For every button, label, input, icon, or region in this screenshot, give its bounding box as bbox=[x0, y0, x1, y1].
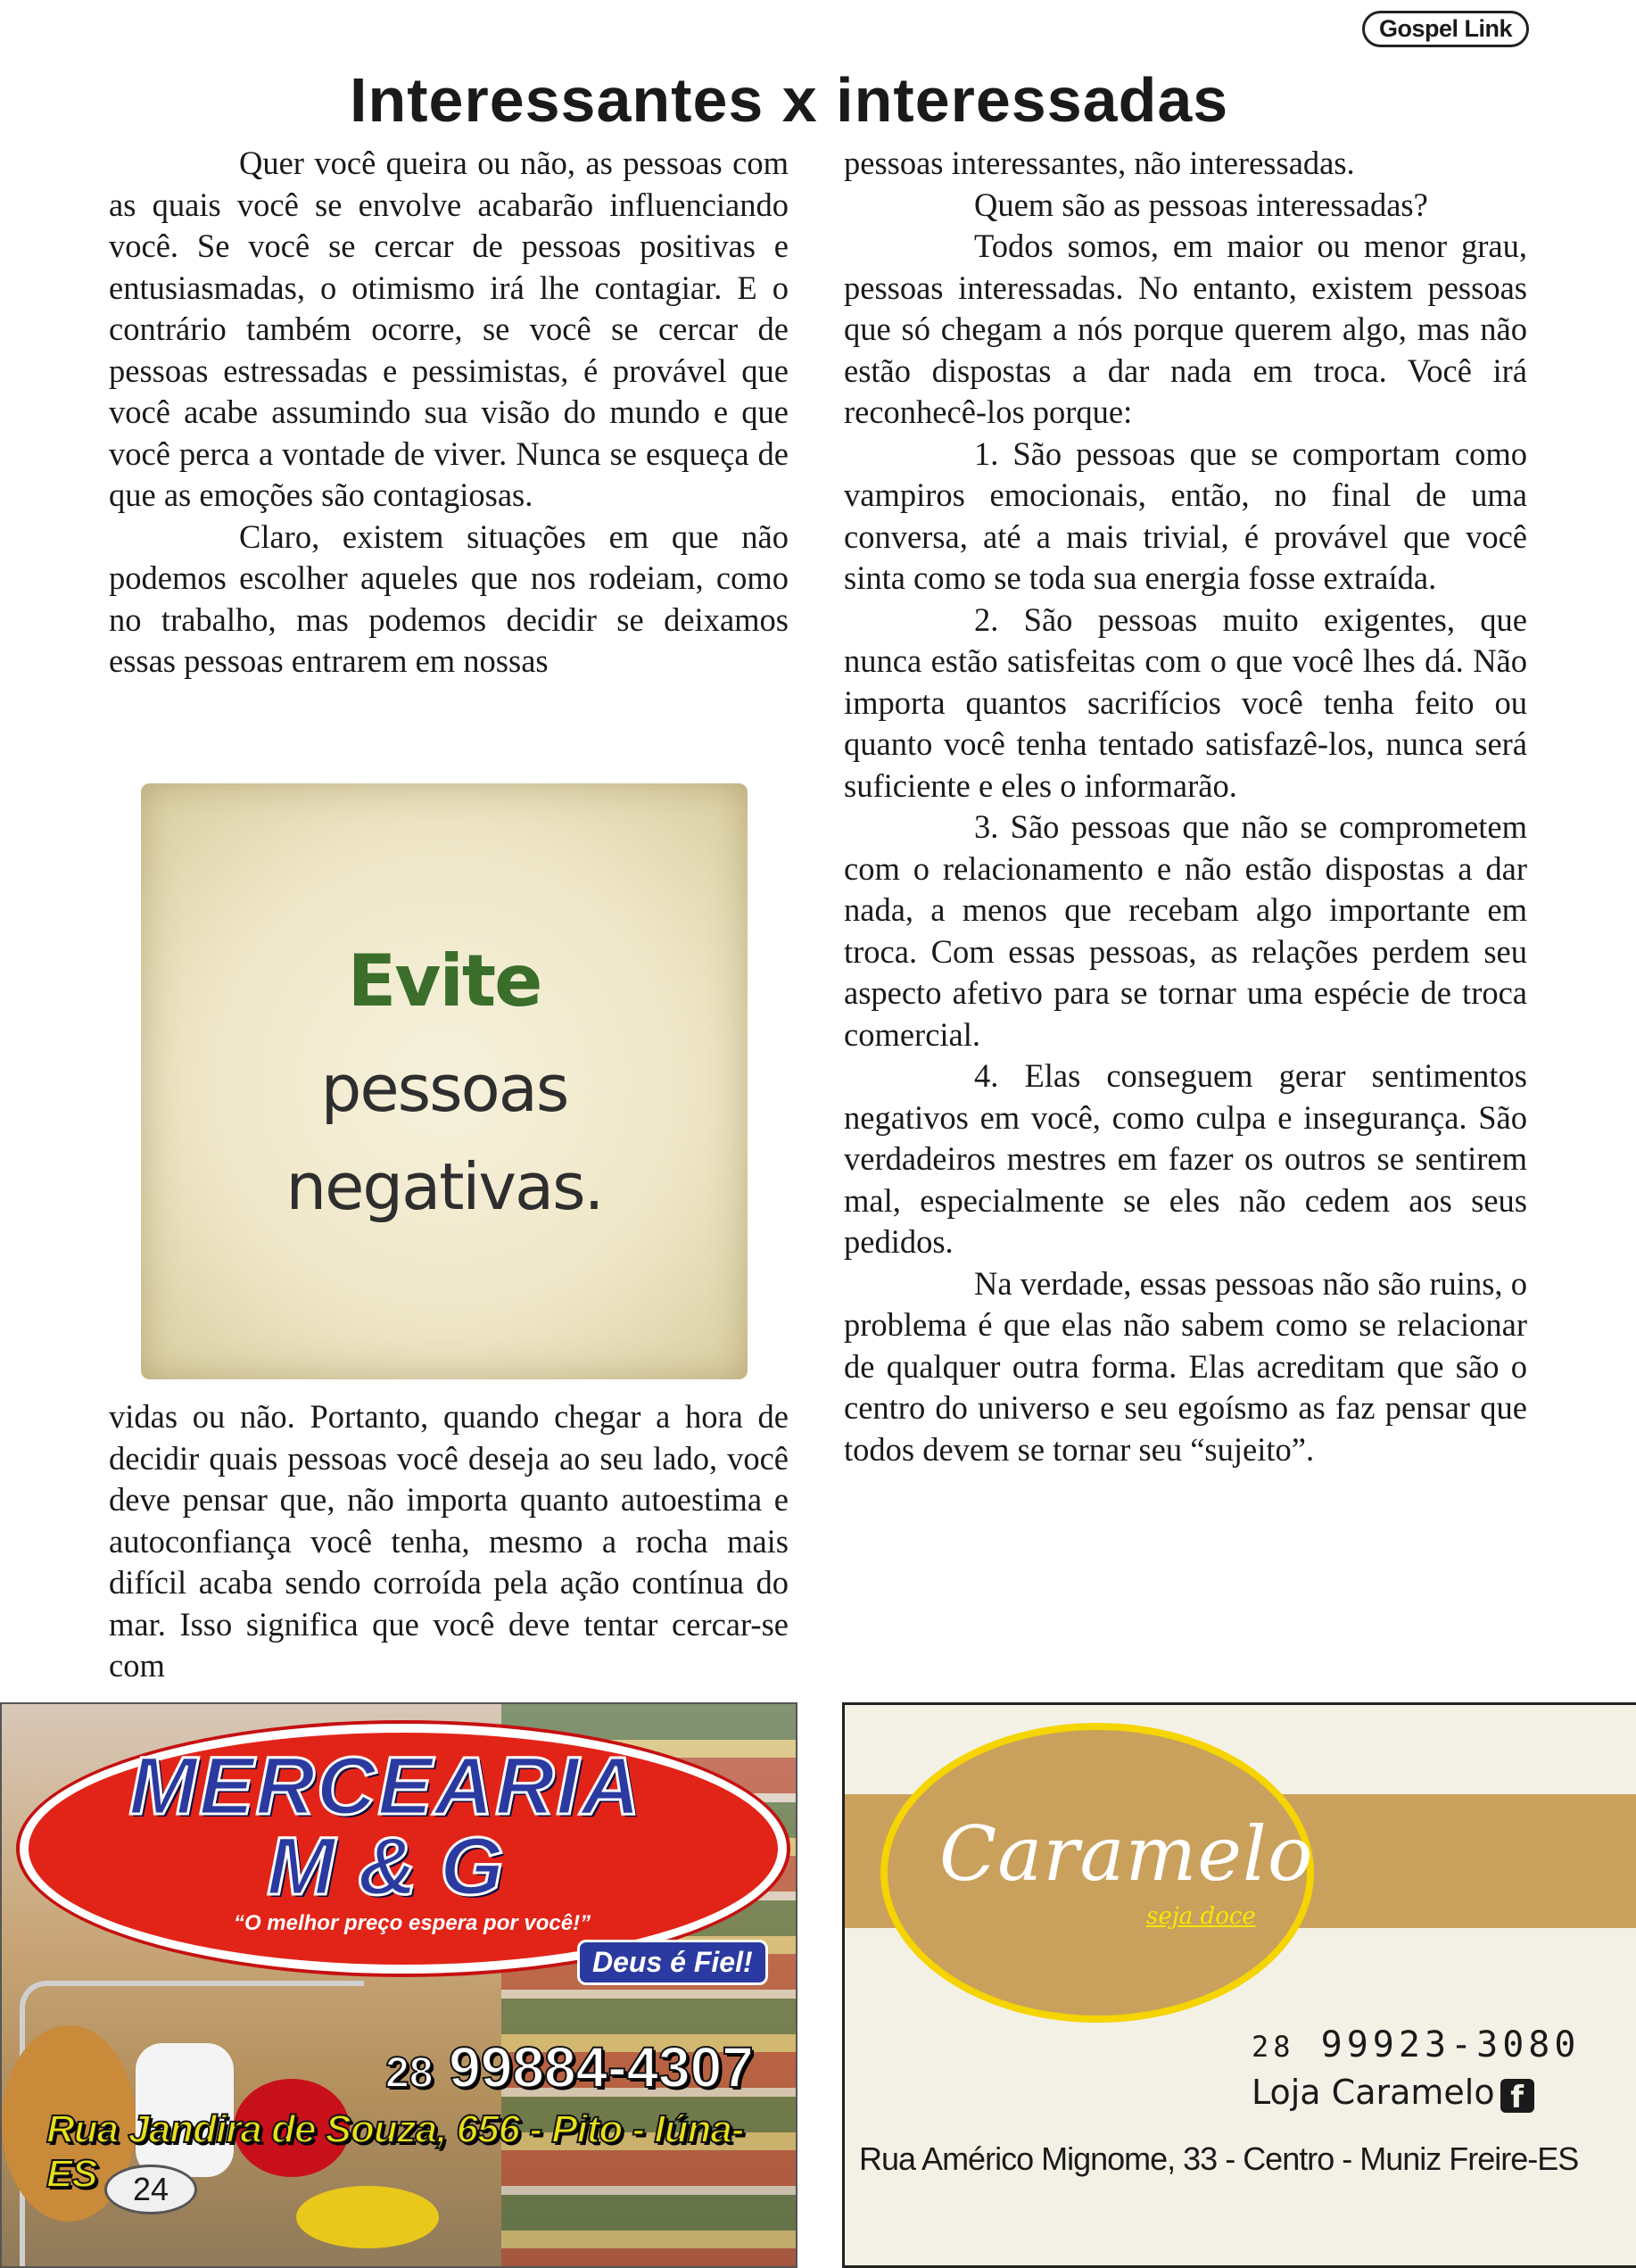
store-address: Rua Américo Mignome, 33 - Centro - Muniz Freire-ES bbox=[859, 2140, 1579, 2177]
paragraph: 3. São pessoas que não se comprometem com o relacionamento e não estão dispostas a dar nada, a menos que recebam algo importante em troca. Com essas pessoas, as relações perdem seu aspecto afetivo para se tornar uma espécie de troca comercial. bbox=[844, 808, 1527, 1053]
article-title: Interessantes x interessadas bbox=[350, 65, 1229, 135]
social-label: Loja Caramelo bbox=[1252, 2073, 1495, 2112]
paragraph: Quer você queira ou não, as pessoas com as quais você se envolve acabarão influenciando você. Se você se cercar de pessoas positivas e entusiasmadas, o otimismo irá lhe contagiar. E o contrário também ocorre, se você se cercar de pessoas estressadas e pessimistas, é provável que você acabe assumindo sua visão do mundo e que você perca a vontade de viver. Nunca se esqueça de que as emoções são contagiosas. bbox=[109, 145, 789, 513]
caramelo-ad bbox=[842, 1702, 1636, 2268]
poster-line: negativas. bbox=[285, 1149, 603, 1224]
store-phone bbox=[1252, 2024, 1580, 2065]
left-column-top bbox=[109, 143, 789, 683]
store-name: MERCEARIA bbox=[128, 1741, 642, 1832]
phone-number: 99884-4307 bbox=[449, 2035, 754, 2099]
paragraph: vidas ou não. Portanto, quando chegar a hora de decidir quais pessoas você deseja ao seu lado, você deve pensar que, não importa quanto autoestima e autoconfiança você tenha, mesmo a rocha mais difícil acaba sendo corroída pela ação contínua do mar. Isso significa que você deve tentar cercar-se com bbox=[109, 1398, 789, 1684]
mercearia-ad bbox=[0, 1702, 797, 2268]
deus-badge: Deus é Fiel! bbox=[577, 1940, 768, 1985]
paragraph: Quem são as pessoas interessadas? bbox=[974, 186, 1428, 223]
store-slogan: “O melhor preço espera por você!” bbox=[233, 1911, 591, 1935]
social-handle bbox=[1252, 2073, 1534, 2113]
store-subname: M & G bbox=[267, 1821, 504, 1912]
store-address: Rua Jandira de Souza, 656 - Pito - Iúna-ES bbox=[46, 2107, 744, 2196]
poster-line: Evite bbox=[347, 939, 541, 1022]
paragraph: 1. São pessoas que se comportam como vampiros emocionais, então, no final de uma conversa, até a mais trivial, é provável que você sinta como se toda sua energia fosse extraída. bbox=[844, 435, 1527, 596]
store-name: Caramelo bbox=[939, 1810, 1314, 1898]
paragraph: Claro, existem situações em que não podemos escolher aqueles que nos rodeiam, como no trabalho, mas podemos decidir se deixamos essas pessoas entrarem em nossas bbox=[109, 517, 789, 679]
paragraph: 2. São pessoas muito exigentes, que nunca estão satisfeitas com o que você lhes dá. Não importa quantos sacrifícios você tenha feito ou quanto você tenha tentado satisfazê-los, nunca será suficiente e eles o informarão. bbox=[844, 600, 1527, 804]
store-tagline: seja doce bbox=[1146, 1903, 1256, 1930]
phone-number: 99923-3080 bbox=[1320, 2024, 1581, 2065]
left-column-bottom bbox=[109, 1396, 789, 1687]
paragraph: Na verdade, essas pessoas não são ruins, o problema é que elas não sabem como se relacionar de qualquer outra forma. Elas acreditam que são o centro do universo e seu egoísmo as faz pensar que todos devem se tornar seu “sujeito”. bbox=[844, 1264, 1527, 1468]
poster-line: pessoas bbox=[320, 1051, 568, 1126]
paragraph: pessoas interessantes, não interessadas. bbox=[844, 145, 1355, 181]
paragraph: Todos somos, em maior ou menor grau, pessoas interessadas. No entanto, existem pessoas que só chegam a nós porque querem algo, mas não estão dispostas a dar nada em troca. Você irá reconhecê-los porque: bbox=[844, 228, 1527, 430]
evite-poster bbox=[141, 783, 748, 1379]
page-number: 24 bbox=[104, 2165, 197, 2214]
phone-prefix: 28 bbox=[385, 2049, 434, 2097]
right-column bbox=[844, 143, 1527, 1470]
paragraph: 4. Elas conseguem gerar sentimentos negativos em você, como culpa e insegurança. São verdadeiros mestres em fazer os outros se sentirem mal, especialmente se eles não cedem aos seus pedidos. bbox=[844, 1057, 1527, 1260]
store-phone bbox=[385, 2034, 754, 2100]
facebook-icon: f bbox=[1500, 2079, 1534, 2113]
phone-prefix: 28 bbox=[1252, 2030, 1295, 2064]
magazine-badge: Gospel Link bbox=[1362, 11, 1529, 47]
